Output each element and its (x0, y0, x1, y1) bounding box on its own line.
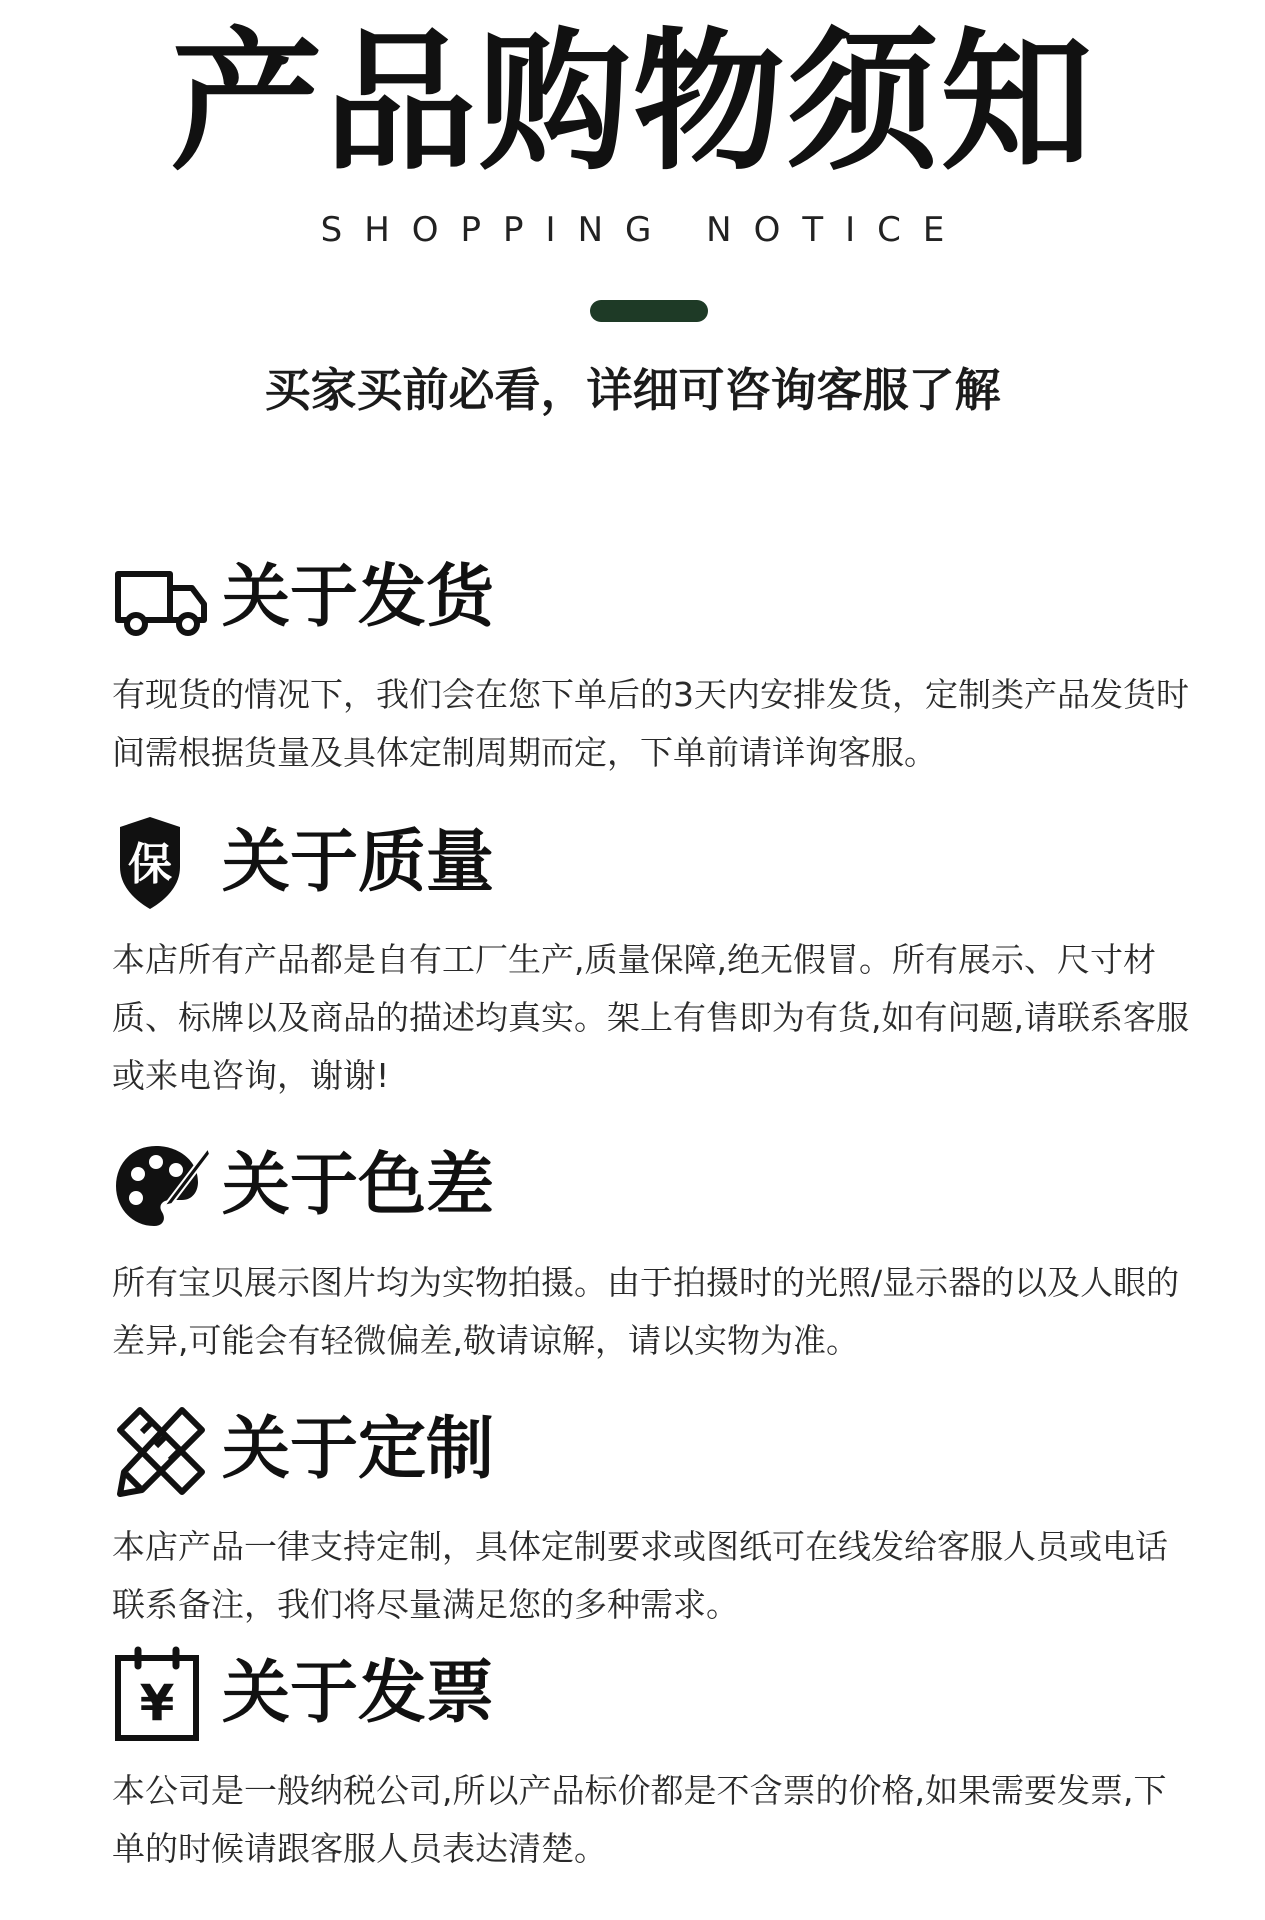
invoice-icon-text: ¥ (139, 1674, 175, 1732)
section-title: 关于发货 (222, 558, 495, 637)
section-quality (112, 815, 1192, 1105)
section-title: 关于色差 (222, 1146, 495, 1225)
tagline: 买家买前必看，详细可咨询客服了解 (264, 363, 1001, 417)
section-shipping (112, 550, 1192, 782)
truck-icon (112, 550, 210, 646)
section-header (112, 550, 1192, 646)
section-header (112, 1646, 1192, 1742)
ruler-pencil-icon (112, 1402, 210, 1498)
section-title: 关于定制 (222, 1410, 495, 1489)
section-invoice (112, 1646, 1192, 1878)
section-color (112, 1138, 1192, 1370)
page-title: 产品购物须知 (170, 14, 1095, 191)
section-body: 本公司是一般纳税公司,所以产品标价都是不含票的价格,如果需要发票,下单的时候请跟客服人员表达清楚。 (112, 1771, 1167, 1868)
section-header (112, 1402, 1192, 1498)
page-subtitle-en: SHOPPING NOTICE (320, 210, 967, 250)
section-title: 关于发票 (222, 1654, 495, 1733)
shield-icon (112, 815, 210, 911)
invoice-icon (112, 1646, 210, 1742)
section-body: 本店产品一律支持定制，具体定制要求或图纸可在线发给客服人员或电话联系备注，我们将尽量满足您的多种需求。 (112, 1527, 1168, 1624)
section-custom (112, 1402, 1192, 1634)
palette-icon (112, 1138, 210, 1234)
accent-divider (590, 300, 708, 322)
section-body: 所有宝贝展示图片均为实物拍摄。由于拍摄时的光照/显示器的以及人眼的差异,可能会有轻微偏差,敬请谅解，请以实物为准。 (112, 1263, 1180, 1360)
section-header (112, 1138, 1192, 1234)
section-title: 关于质量 (222, 823, 495, 902)
section-body: 本店所有产品都是自有工厂生产,质量保障,绝无假冒。所有展示、尺寸材质、标牌以及商品的描述均真实。架上有售即为有货,如有问题,请联系客服或来电咨询，谢谢! (112, 940, 1189, 1095)
shield-icon-text: 保 (128, 839, 172, 890)
section-body: 有现货的情况下，我们会在您下单后的3天内安排发货，定制类产品发货时间需根据货量及具体定制周期而定，下单前请详询客服。 (112, 675, 1189, 772)
section-header (112, 815, 1192, 911)
